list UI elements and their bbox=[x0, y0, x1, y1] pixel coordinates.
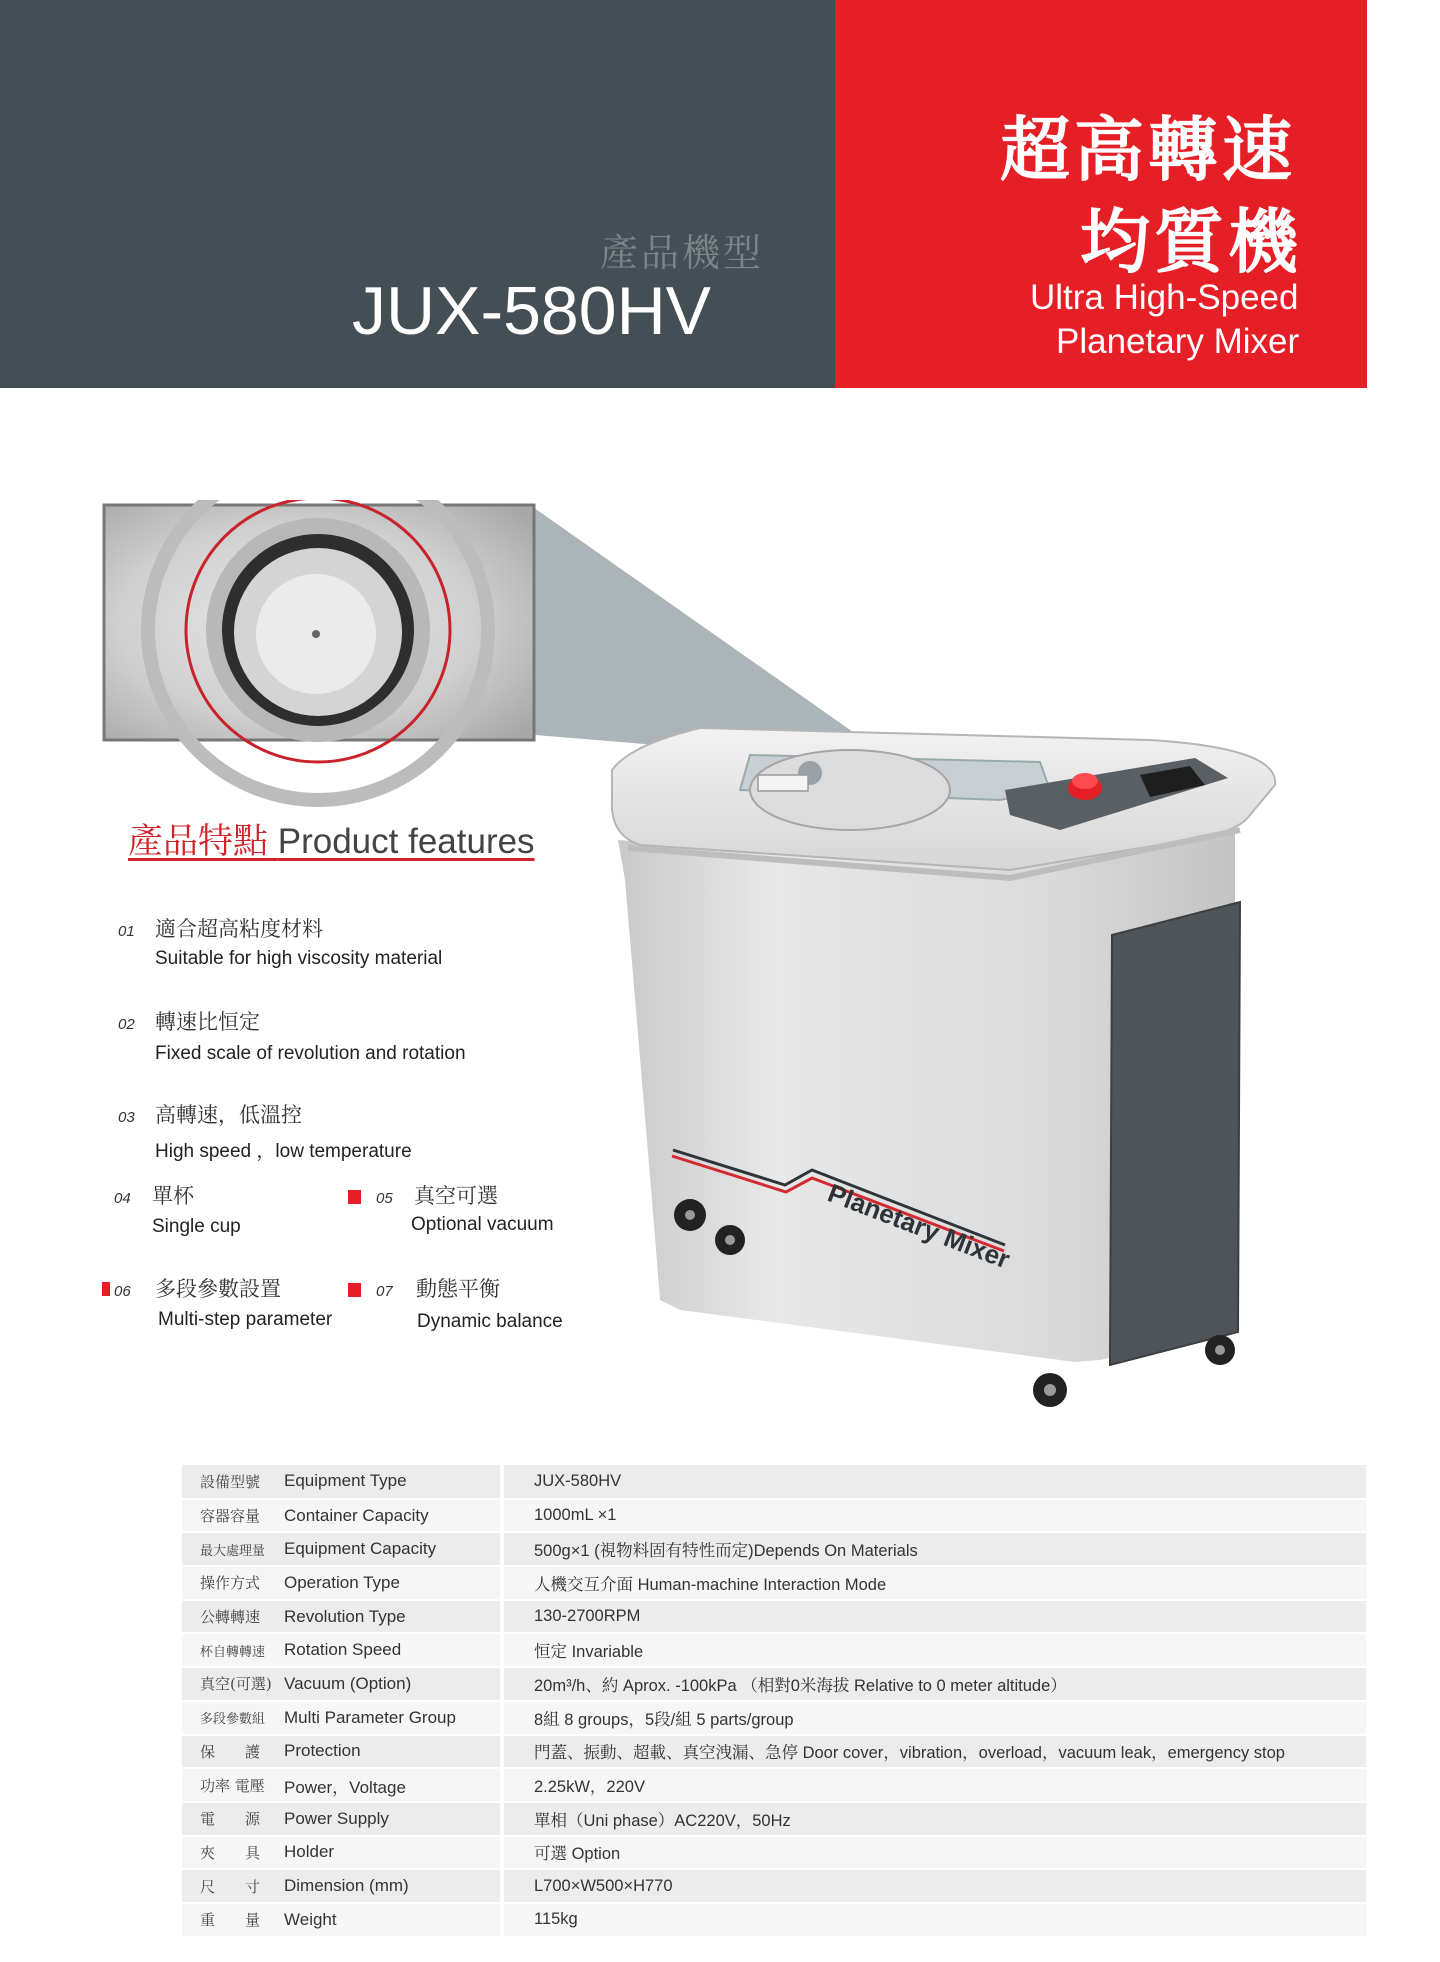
spec-label-zh: 設備型號 bbox=[182, 1465, 280, 1499]
spec-label-zh: 電 源 bbox=[182, 1802, 280, 1836]
feature-zh: 真空可選 bbox=[414, 1184, 498, 1208]
feature-number: 05 bbox=[376, 1190, 393, 1207]
table-row bbox=[182, 1735, 1366, 1769]
spec-label-en: Holder bbox=[280, 1836, 502, 1870]
spec-label-zh: 真空(可選) bbox=[182, 1667, 280, 1701]
front-label: Planetary Mixer bbox=[823, 1177, 1015, 1275]
spec-table bbox=[182, 1465, 1366, 1938]
spec-label-zh: 功率 電壓 bbox=[182, 1768, 280, 1802]
spec-label-en: Rotation Speed bbox=[280, 1633, 502, 1667]
feature-number: 03 bbox=[118, 1109, 135, 1126]
spec-label-en: Revolution Type bbox=[280, 1600, 502, 1634]
spec-value: 500g×1 (視物料固有特性而定)Depends On Materials bbox=[502, 1532, 1366, 1566]
features-heading bbox=[128, 814, 535, 864]
table-row bbox=[182, 1465, 1366, 1499]
spec-label-en: Multi Parameter Group bbox=[280, 1701, 502, 1735]
spec-label-en: Protection bbox=[280, 1735, 502, 1769]
spec-value: 門蓋、振動、超載、真空洩漏、急停 Door cover，vibration，overload，vacuum leak，emergency stop bbox=[502, 1735, 1366, 1769]
mixer-machine bbox=[612, 728, 1275, 1407]
spec-label-en: Vacuum (Option) bbox=[280, 1667, 502, 1701]
spec-label-zh: 重 量 bbox=[182, 1903, 280, 1937]
feature-number: 07 bbox=[376, 1283, 393, 1300]
bullet-square-icon bbox=[348, 1190, 361, 1204]
features-heading-zh: 產品特點 bbox=[128, 822, 269, 862]
feature-number: 06 bbox=[114, 1283, 131, 1300]
product-title-zh-line1: 超高轉速 bbox=[1000, 108, 1296, 191]
product-title-en-line1: Ultra High-Speed bbox=[1030, 278, 1299, 317]
spec-label-zh: 保 護 bbox=[182, 1735, 280, 1769]
spec-label-zh: 最大處理量 bbox=[182, 1532, 280, 1566]
feature-en: Optional vacuum bbox=[411, 1214, 554, 1235]
model-label: 產品機型 bbox=[600, 231, 765, 275]
spec-label-zh: 公轉轉速 bbox=[182, 1600, 280, 1634]
feature-zh: 適合超高粘度材料 bbox=[155, 917, 323, 941]
spec-value: 2.25kW，220V bbox=[502, 1768, 1366, 1802]
bullet-square-icon bbox=[348, 1283, 361, 1297]
feature-number: 02 bbox=[118, 1016, 135, 1033]
spec-value: 恒定 Invariable bbox=[502, 1633, 1366, 1667]
table-row bbox=[182, 1869, 1366, 1903]
bullet-square-icon bbox=[102, 1282, 110, 1296]
spec-label-en: Operation Type bbox=[280, 1566, 502, 1600]
feature-en: Fixed scale of revolution and rotation bbox=[155, 1043, 466, 1064]
feature-en: Single cup bbox=[152, 1216, 241, 1237]
spec-value: 1000mL ×1 bbox=[502, 1499, 1366, 1533]
spec-value: 115kg bbox=[502, 1903, 1366, 1937]
table-row bbox=[182, 1903, 1366, 1937]
feature-en: High speed ，low temperature bbox=[155, 1141, 412, 1162]
table-row bbox=[182, 1701, 1366, 1735]
spec-label-en: Container Capacity bbox=[280, 1499, 502, 1533]
spec-label-zh: 杯自轉轉速 bbox=[182, 1633, 280, 1667]
spec-label-en: Power Supply bbox=[280, 1802, 502, 1836]
feature-number: 04 bbox=[114, 1190, 131, 1207]
spec-value: 可選 Option bbox=[502, 1836, 1366, 1870]
product-title-zh-line2: 均質機 bbox=[1080, 200, 1302, 283]
table-row bbox=[182, 1768, 1366, 1802]
table-row bbox=[182, 1802, 1366, 1836]
feature-en: Suitable for high viscosity material bbox=[155, 948, 443, 969]
spec-label-en: Weight bbox=[280, 1903, 502, 1937]
spec-label-en: Equipment Capacity bbox=[280, 1532, 502, 1566]
table-row bbox=[182, 1667, 1366, 1701]
spec-value: 8組 8 groups，5段/組 5 parts/group bbox=[502, 1701, 1366, 1735]
feature-zh: 轉速比恒定 bbox=[155, 1010, 260, 1034]
feature-zh: 單杯 bbox=[152, 1184, 194, 1208]
table-row bbox=[182, 1532, 1366, 1566]
spec-value: 單相（Uni phase）AC220V，50Hz bbox=[502, 1802, 1366, 1836]
features-heading-en: Product features bbox=[277, 822, 535, 861]
table-row bbox=[182, 1600, 1366, 1634]
spec-label-zh: 夾 具 bbox=[182, 1836, 280, 1870]
spec-label-zh: 容器容量 bbox=[182, 1499, 280, 1533]
spec-label-en: Equipment Type bbox=[280, 1465, 502, 1499]
feature-number: 01 bbox=[118, 923, 135, 940]
spec-value: JUX-580HV bbox=[502, 1465, 1366, 1499]
table-row bbox=[182, 1633, 1366, 1667]
table-row bbox=[182, 1836, 1366, 1870]
product-title-en-line2: Planetary Mixer bbox=[1056, 322, 1300, 361]
spec-label-en: Dimension (mm) bbox=[280, 1869, 502, 1903]
spec-label-zh: 多段參數組 bbox=[182, 1701, 280, 1735]
feature-en: Multi-step parameter bbox=[158, 1309, 333, 1330]
spec-value: L700×W500×H770 bbox=[502, 1869, 1366, 1903]
feature-en: Dynamic balance bbox=[417, 1311, 563, 1332]
spec-label-zh: 操作方式 bbox=[182, 1566, 280, 1600]
spec-label-zh: 尺 寸 bbox=[182, 1869, 280, 1903]
feature-zh: 高轉速，低溫控 bbox=[155, 1103, 302, 1127]
feature-zh: 動態平衡 bbox=[416, 1277, 500, 1301]
spec-label-en: Power，Voltage bbox=[280, 1768, 502, 1802]
spec-value: 人機交互介面 Human-machine Interaction Mode bbox=[502, 1566, 1366, 1600]
model-name: JUX-580HV bbox=[352, 273, 712, 349]
spec-value: 20m³/h、約 Aprox. -100kPa （相對0米海拔 Relative to 0 meter altitude） bbox=[502, 1667, 1366, 1701]
spec-value: 130-2700RPM bbox=[502, 1600, 1366, 1634]
table-row bbox=[182, 1499, 1366, 1533]
table-row bbox=[182, 1566, 1366, 1600]
feature-zh: 多段參數設置 bbox=[155, 1277, 281, 1301]
